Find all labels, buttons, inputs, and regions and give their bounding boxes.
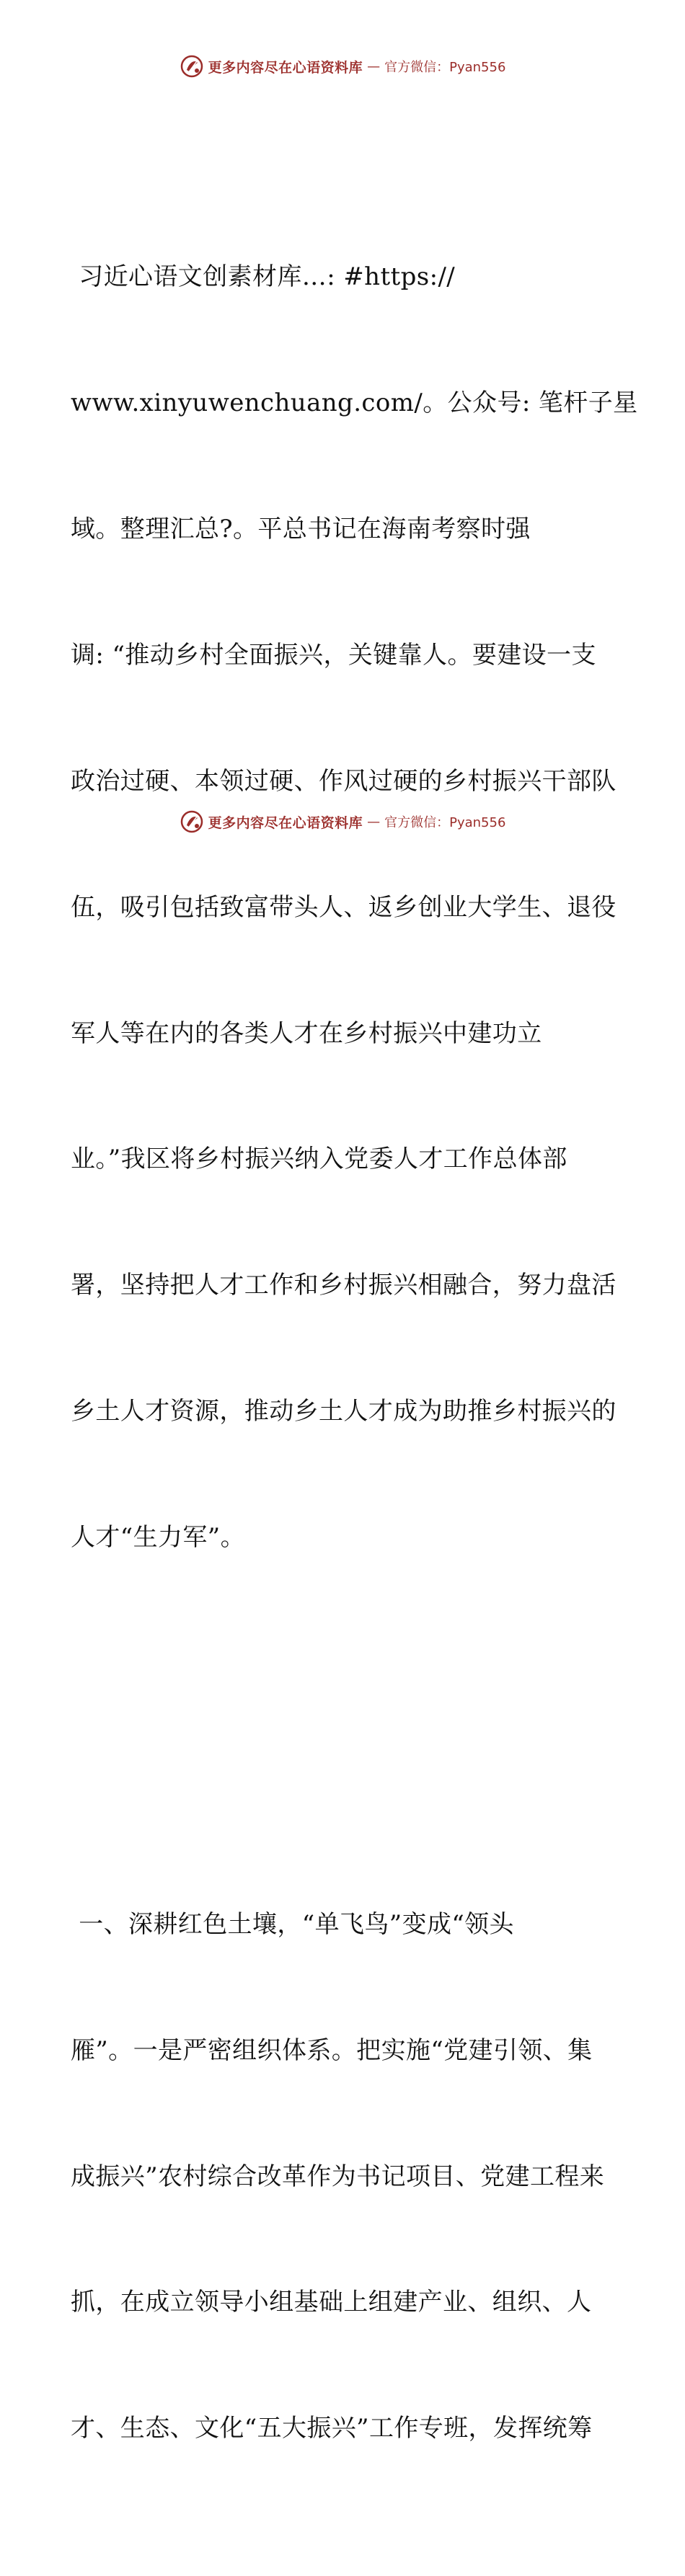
banner-site-name: 更多内容尽在心语资料库: [208, 59, 363, 76]
banner-site-name: 更多内容尽在心语资料库: [208, 814, 363, 831]
text-line: 调: “推动乡村全面振兴，关键靠人。要建设一支: [71, 640, 596, 670]
paragraph-gap: [71, 1727, 619, 1736]
text-line: 政治过硬、本领过硬、作风过硬的乡村振兴干部队: [71, 766, 616, 796]
text-line: 域。整理汇总?。平总书记在海南考察时强: [71, 514, 531, 543]
text-line: 习近心语文创素材库…: #https://: [71, 262, 456, 292]
text-line: 成振兴”农村综合改革作为书记项目、党建工程来: [71, 2162, 605, 2191]
text-line: 署，坚持把人才工作和乡村振兴相融合，努力盘活: [71, 1271, 616, 1300]
header-banner: [0, 52, 685, 81]
logo-seal-icon: [180, 54, 204, 79]
text-line: 军人等在内的各类人才在乡村振兴中建功立: [71, 1018, 542, 1048]
banner-contact: 官方微信：Pyan556: [384, 815, 506, 830]
banner-separator: —: [367, 814, 381, 830]
footer-banner: [0, 807, 685, 836]
text-line: www.xinyuwenchuang.com/。公众号: 笔杆子星: [71, 388, 638, 418]
text-line: 伍，吸引包括致富带头人、返乡创业大学生、退役: [71, 892, 616, 922]
logo-seal-icon: [180, 809, 204, 834]
document-body: [71, 88, 638, 2576]
text-line: 人才“生力军”。: [71, 1523, 245, 1553]
text-line: 业。”我区将乡村振兴纳入党委人才工作总体部: [71, 1145, 567, 1174]
text-line: 才、生态、文化“五大振兴”工作专班，发挥统筹: [71, 2414, 593, 2443]
text-line: 乡土人才资源，推动乡土人才成为助推乡村振兴的: [71, 1397, 616, 1426]
text-line: 雁”。一是严密组织体系。把实施“党建引领、集: [71, 2035, 593, 2065]
paragraph-2: [71, 1819, 619, 2533]
banner-separator: —: [367, 58, 381, 74]
text-line: 抓，在成立领导小组基础上组建产业、组织、人: [71, 2288, 592, 2317]
paragraph-1: [71, 172, 638, 1643]
banner-contact: 官方微信：Pyan556: [384, 60, 506, 75]
text-line: 一、深耕红色土壤，“单飞鸟”变成“领头: [71, 1909, 514, 1939]
